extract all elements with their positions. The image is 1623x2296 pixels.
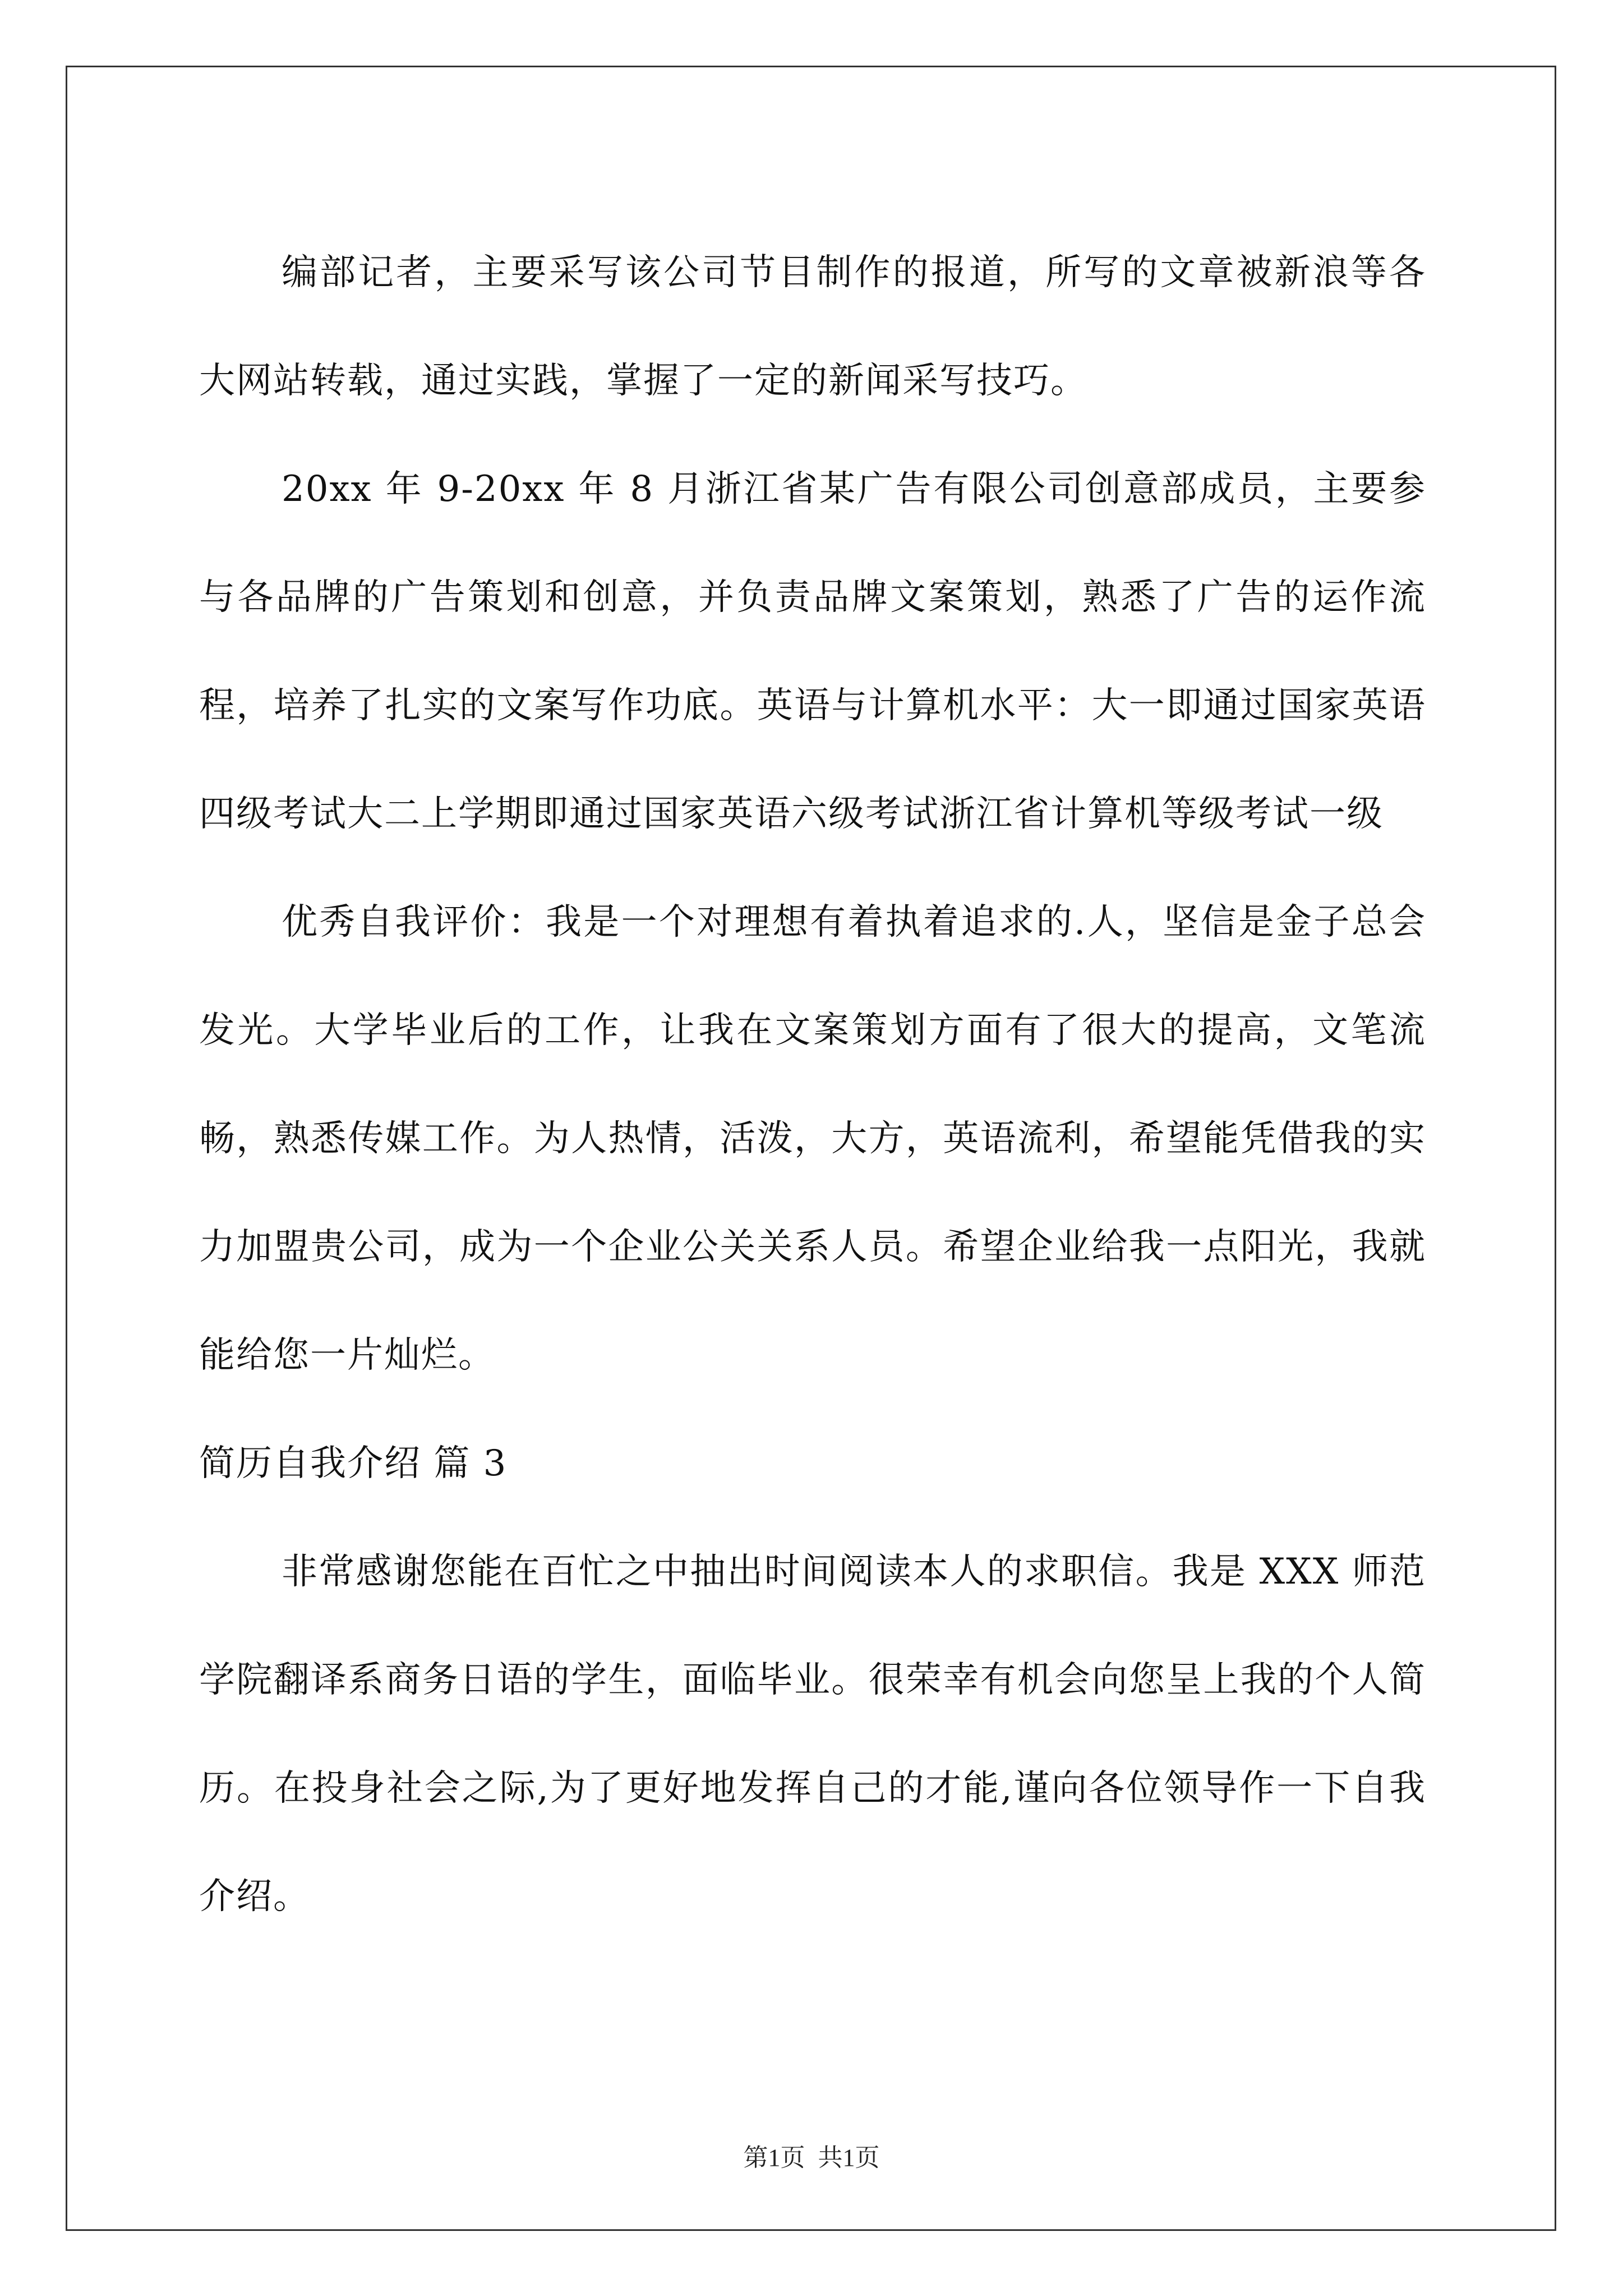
paragraph-reporter-experience: 编部记者，主要采写该公司节目制作的报道，所写的文章被新浪等各大网站转载，通过实践，掌握了一定的新闻采写技巧。	[199, 252, 1426, 402]
paragraph-advertising-experience: 20xx 年 9-20xx 年 8 月浙江省某广告有限公司创意部成员，主要参与各品牌的广告策划和创意，并负责品牌文案策划，熟悉了广告的运作流程，培养了扎实的文案写作功底。英语与计算机水平：大一即通过国家英语四级考试大二上学期即通过国家英语六级考试浙江省计算机等级考试一级	[199, 468, 1426, 835]
page-number-footer: 第1页 共1页	[743, 2144, 880, 2171]
document-body	[199, 219, 1426, 1951]
section-heading: 简历自我介绍 篇 3	[199, 1443, 508, 1484]
paragraph-cover-letter-intro: 非常感谢您能在百忙之中抽出时间阅读本人的求职信。我是 XXX 师范学院翻译系商务日语的学生，面临毕业。很荣幸有机会向您呈上我的个人简历。在投身社会之际,为了更好地发挥自己的才能,谨向各位领导作一下自我介绍。	[199, 1551, 1426, 1917]
paragraph-self-evaluation: 优秀自我评价：我是一个对理想有着执着追求的.人，坚信是金子总会发光。大学毕业后的工作，让我在文案策划方面有了很大的提高，文笔流畅，熟悉传媒工作。为人热情，活泼，大方，英语流利，希望能凭借我的实力加盟贵公司，成为一个企业公关关系人员。希望企业给我一点阳光，我就能给您一片灿烂。	[199, 901, 1426, 1376]
